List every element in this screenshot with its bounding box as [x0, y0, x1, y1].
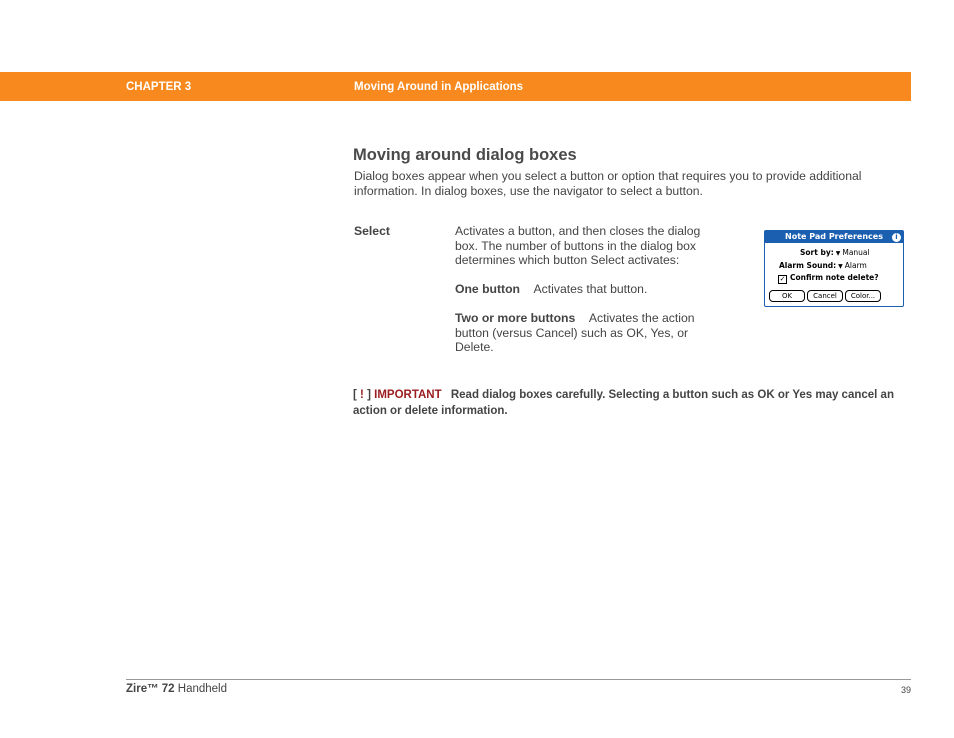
- info-icon[interactable]: i: [892, 233, 901, 242]
- section-intro: Dialog boxes appear when you select a button or option that requires you to provide additional information. In dialog boxes, use the navigator to select a button.: [354, 169, 862, 198]
- confirm-delete-row[interactable]: [778, 273, 879, 284]
- alarm-sound-row[interactable]: [779, 261, 867, 270]
- important-text: Read dialog boxes carefully. Selecting a button such as OK or Yes may cancel an action or delete information.: [353, 389, 894, 417]
- two-buttons-item: [455, 311, 715, 355]
- two-buttons-text: Activates the action button (versus Cancel) such as OK, Yes, or Delete.: [455, 311, 695, 354]
- footer-divider: [126, 679, 911, 680]
- important-note: [353, 388, 913, 419]
- definition-term: Select: [354, 224, 390, 238]
- dropdown-triangle-icon: ▼: [838, 263, 843, 270]
- definition-description: [455, 224, 715, 369]
- checkbox-checked-icon[interactable]: ✓: [779, 275, 786, 283]
- sort-by-label: Sort by:: [800, 248, 834, 257]
- alarm-sound-label: Alarm Sound:: [779, 261, 837, 270]
- footer-product: [126, 683, 227, 695]
- chapter-title: Moving Around in Applications: [354, 81, 524, 93]
- section-title: Moving around dialog boxes: [353, 146, 577, 164]
- product-name: Zire™ 72: [126, 683, 175, 695]
- product-suffix: Handheld: [174, 683, 228, 695]
- one-button-item: [455, 282, 715, 297]
- sort-by-row[interactable]: [800, 248, 870, 257]
- important-bracket-close: ]: [367, 389, 371, 401]
- confirm-delete-label: Confirm note delete?: [790, 273, 879, 282]
- exclamation-icon: !: [360, 389, 364, 401]
- definition-text: Activates a button, and then closes the dialog box. The number of buttons in the dialog box determines which button Select activates:: [455, 224, 701, 267]
- chapter-number: CHAPTER 3: [126, 81, 192, 93]
- cancel-button[interactable]: Cancel: [807, 290, 843, 302]
- page-number: 39: [900, 685, 911, 695]
- two-buttons-label: Two or more buttons: [455, 311, 576, 325]
- one-button-text: Activates that button.: [533, 282, 648, 296]
- dialog-title: Note Pad Preferences: [765, 231, 903, 243]
- note-pad-preferences-dialog: [764, 230, 904, 307]
- ok-button[interactable]: OK: [769, 290, 805, 302]
- dropdown-triangle-icon: ▼: [835, 250, 841, 257]
- color-button[interactable]: Color...: [845, 290, 881, 302]
- one-button-label: One button: [455, 282, 520, 296]
- sort-by-value: Manual: [842, 248, 870, 257]
- important-tag: IMPORTANT: [374, 389, 442, 401]
- important-bracket-open: [: [353, 389, 357, 401]
- alarm-sound-value: Alarm: [844, 261, 867, 270]
